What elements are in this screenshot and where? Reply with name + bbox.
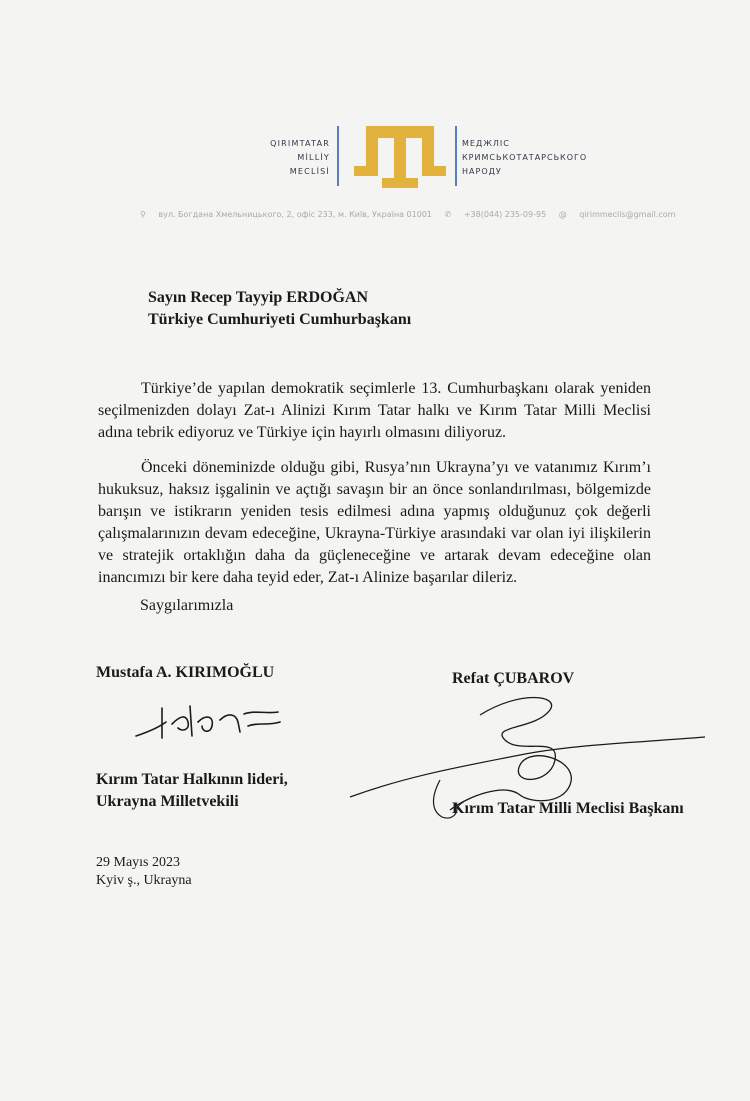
signatory-1-title-line1: Kırım Tatar Halkının lideri, xyxy=(96,771,288,788)
tamga-icon xyxy=(352,122,448,192)
recipient-block xyxy=(148,287,411,331)
letterhead-right-text xyxy=(462,137,622,179)
signatory-2-title: Kırım Tatar Milli Meclisi Başkanı xyxy=(452,800,684,817)
signatory-1-title xyxy=(96,769,288,813)
recipient-title: Türkiye Cumhuriyeti Cumhurbaşkanı xyxy=(148,311,412,328)
letter-place: Kyiv ş., Ukrayna xyxy=(96,873,192,888)
letterhead-right-line: КРИМСЬКОТАТАРСЬКОГО xyxy=(462,153,588,162)
closing-salutation: Saygılarımızla xyxy=(140,597,234,614)
signatory-1-name: Mustafa A. KIRIMOĞLU xyxy=(96,664,275,681)
recipient-name: Sayın Recep Tayyip ERDOĞAN xyxy=(148,289,369,306)
email-icon: @ xyxy=(558,210,567,219)
body-paragraph-1: Türkiye’de yapılan demokratik seçimlerle 13. Cumhurbaşkanı olarak yeniden seçilmenizden dolayı Zat-ı Alinizi Kırım Tatar halkı ve Kırım Tatar Milli Meclisi adına tebrik ediyoruz ve Türkiye için hayırlı olmasını diliyoruz. xyxy=(98,380,651,441)
location-pin-icon: ⚲ xyxy=(140,210,146,219)
letterhead-rule-right xyxy=(455,126,457,186)
body-paragraph-2: Önceki döneminizde olduğu gibi, Rusya’nın Ukrayna’yı ve vatanımız Kırım’ı hukuksuz, haksız işgalinin ve açtığı savaşın bir an önce sonlandırılması, bölgemizde barışın ve istikrarın yeniden tesis edilmesi adına yapmış olduğunuz çok değerli çalışmalarınızın devam edeceğine, Ukrayna-Türkiye arasındaki var olan iyi ilişkilerin ve stratejik ortaklığın daha da güçleneceğine ve artarak devam edeceğine olan inancımızı bir kere daha teyid eder, Zat-ı Alinize başarılar dileriz. xyxy=(98,459,651,586)
letterhead-rule-left xyxy=(337,126,339,186)
signatory-2-name: Refat ÇUBAROV xyxy=(452,670,575,687)
letterhead-right-line: НАРОДУ xyxy=(462,167,502,176)
contact-line xyxy=(140,210,700,219)
contact-address: вул. Богдана Хмельницького, 2, офіс 233, м. Київ, Україна 01001 xyxy=(158,210,433,219)
letterhead-left-line: MECLİSİ xyxy=(289,167,330,176)
letterhead-left-text xyxy=(262,137,330,179)
signatory-1-title-line2: Ukrayna Milletvekili xyxy=(96,793,239,810)
phone-icon: ✆ xyxy=(444,210,452,219)
letterhead-left-line: MİLLİY xyxy=(297,153,330,162)
signature-1 xyxy=(128,692,288,752)
contact-phone: +38(044) 235-09-95 xyxy=(463,210,547,219)
letterhead-right-line: МЕДЖЛІС xyxy=(462,139,510,148)
letterhead-left-line: QIRIMTATAR xyxy=(270,139,330,148)
contact-email: qirimmeclis@gmail.com xyxy=(579,210,676,219)
letter-date: 29 Mayıs 2023 xyxy=(96,855,180,870)
date-place-block xyxy=(96,854,192,890)
